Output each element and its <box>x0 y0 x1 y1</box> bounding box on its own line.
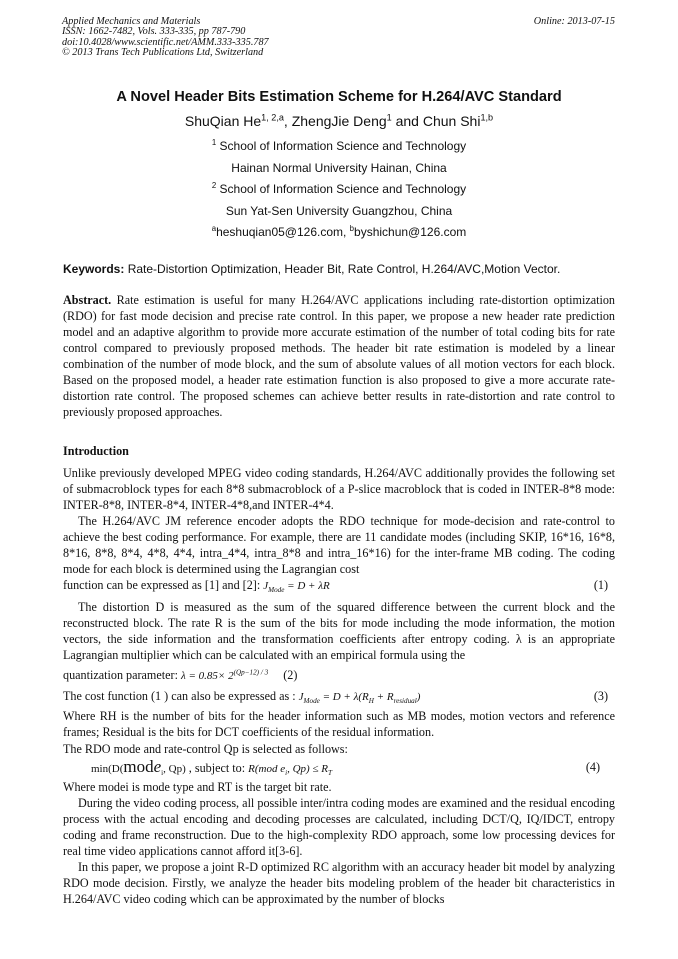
intro-paragraph-1: Unlike previously developed MPEG video coding standards, H.264/AVC additionally provides the following set of submacroblock types for each 8*8 submacroblock of a P-slice macroblock that is coded in INTER-8*8 mode: INTER-8*8, INTER-8*4, INTER-4*8,and INTER-4*4. <box>63 466 615 512</box>
email-b: byshichun@126.com <box>354 225 467 239</box>
intro-paragraph-9: In this paper, we propose a joint R-D optimized RC algorithm with an accuracy header bit model by analyzing RDO mode decision. Firstly, we analyze the header bits modeling problem of the header bit characteristics in H.264/AVC video coding which can be approximated by the number of blocks <box>63 860 615 906</box>
affiliation-mark: 2 <box>211 181 217 190</box>
equation-number: (4) <box>585 760 600 774</box>
math-expression: = D + λR <box>284 580 330 592</box>
math-expression: λ = 0.85× 2 <box>180 670 234 682</box>
math-expression: + R <box>373 691 394 703</box>
affiliation-text: School of Information Science and Technology <box>216 182 467 196</box>
equation-1-line <box>63 577 615 594</box>
math-subscript: i <box>285 769 288 778</box>
math-subscript: residual <box>393 697 417 706</box>
math-expression: = D + λ(R <box>319 691 369 703</box>
affiliation-text: School of Information Science and Technology <box>216 139 467 153</box>
email-mark: a <box>211 224 217 233</box>
author-affiliation-mark: 1 <box>386 112 392 123</box>
intro-paragraph-7: Where modei is mode type and RT is the target bit rate. <box>63 780 332 794</box>
affiliation-1-line-2: Hainan Normal University Hainan, China <box>231 161 447 175</box>
online-date: Online: 2013-07-15 <box>533 16 615 27</box>
math-symbol: J <box>298 691 304 703</box>
author-list <box>0 113 678 129</box>
email-mark: b <box>349 224 355 233</box>
math-subscript: H <box>368 697 374 706</box>
author-affiliation-mark: 1,b <box>480 112 494 123</box>
copyright-line: © 2013 Trans Tech Publications Ltd, Switzerland <box>62 47 264 59</box>
journal-header <box>62 17 269 59</box>
equation-lead-text: The cost function (1 ) can also be expressed as : <box>63 689 299 703</box>
abstract <box>63 292 615 420</box>
math-subscript: Mode <box>303 697 320 706</box>
abstract-label: Abstract. <box>63 293 112 307</box>
paper-title: A Novel Header Bits Estimation Scheme for H.264/AVC Standard <box>116 89 562 105</box>
email-a: heshuqian05@126.com, <box>216 225 350 239</box>
intro-paragraph-5: Where RH is the number of bits for the header information such as MB modes, motion vectors and reference frames; Residual is the bits for DCT coefficients of the residual information. <box>63 709 615 739</box>
math-expression: min(D( <box>91 763 124 775</box>
math-subscript: i <box>161 769 164 778</box>
math-expression-large: mod <box>123 757 154 776</box>
math-superscript: (Qp−12) / 3 <box>233 668 269 677</box>
equation-lead-text: quantization parameter: <box>63 668 181 682</box>
affiliation-2-line-1 <box>0 182 678 196</box>
equation-lead-text: function can be expressed as [1] and [2]: <box>63 578 264 592</box>
equation-1 <box>263 580 330 595</box>
author-name: and Chun Shi <box>391 113 481 129</box>
section-heading-introduction: Introduction <box>63 444 129 458</box>
math-symbol: e <box>153 757 162 776</box>
author-affiliation-mark: 1, 2,a <box>261 112 284 123</box>
math-symbol: J <box>263 580 269 592</box>
math-expression: , Qp) ≤ R <box>287 763 328 775</box>
equation-number: (3) <box>593 689 608 703</box>
equation-2 <box>181 670 268 682</box>
affiliation-mark: 1 <box>211 138 217 147</box>
equation-3-line <box>63 688 615 705</box>
equation-number: (1) <box>593 578 608 592</box>
intro-paragraph-3: The distortion D is measured as the sum of the squared difference between the current block and the reconstructed block. The rate R is the sum of the bits for mode including the mode information, the motion vectors, the side information and the transformation coefficients after entropy coding. λ is an appropriate Lagrangian multiplier which can be calculated with an empirical formula using the <box>63 600 615 662</box>
keywords <box>63 262 623 276</box>
math-expression: , Qp) <box>163 763 186 775</box>
equation-4-constraint <box>248 763 332 778</box>
math-subscript: Mode <box>268 586 285 595</box>
intro-paragraph-6: The RDO mode and rate-control Qp is selected as follows: <box>63 742 348 756</box>
keywords-label: Keywords: <box>63 262 125 276</box>
math-expression: ) <box>416 691 421 703</box>
equation-number: (2) <box>283 668 298 682</box>
math-expression: R(mod e <box>248 763 286 775</box>
author-name: , ZhengJie Deng <box>283 113 387 129</box>
journal-name: Applied Mechanics and Materials <box>62 16 201 27</box>
equation-4-subject-to: , subject to: <box>185 761 249 775</box>
equation-3 <box>298 691 421 706</box>
intro-paragraph-2: The H.264/AVC JM reference encoder adopts the RDO technique for mode-decision and rate-control to achieve the best coding performance. For example, there are 11 candidate modes (including SKIP, 16*16, 16*8, 8*16, 8*8, 8*4, 4*8, 4*4, intra_4*4, intra_8*8 and intra_16*16) for the inter-frame MB coding. The coding mode for each block is determined using the Lagrangian cost <box>63 514 615 576</box>
equation-4-line <box>63 759 615 777</box>
abstract-text: Rate estimation is useful for many H.264/AVC applications including rate-distortion optimization (RDO) for fast mode decision and precise rate control. In this paper, we propose a new header rate prediction model and an adaptive algorithm to provide more accurate estimation of the number of total coding bits for rate control compared to previously proposed methods. The header bit rate estimation is modeled by a linear combination of the number of mode block, and the sum of absolute values of all motion vectors for each block. Based on the proposed model, a header rate estimation function is also proposed to give a more accurate rate-distortion rate control. The proposed schemes can achieve better results in rate-distortion and rate control to previously proposed approaches. <box>63 293 615 419</box>
author-name: ShuQian He <box>184 113 262 129</box>
affiliation-1-line-1 <box>0 139 678 153</box>
affiliation-2-line-2: Sun Yat-Sen University Guangzhou, China <box>225 204 453 218</box>
keywords-text: Rate-Distortion Optimization, Header Bit, Rate Control, H.264/AVC,Motion Vector. <box>124 262 561 276</box>
equation-2-line <box>63 667 615 684</box>
email-line <box>0 225 678 239</box>
math-subscript: T <box>327 769 332 778</box>
intro-paragraph-8: During the video coding process, all possible inter/intra coding modes are examined and the residual encoding process with the actual encoding and decoding processes are calculated, including DCT/Q, IQ/IDCT, entropy coding and frame reconstruction. Due to the high-complexity RDO approach, some low processing devices for real time video applications cannot afford it[3-6]. <box>63 796 615 858</box>
issn-line: ISSN: 1662-7482, Vols. 333-335, pp 787-790 <box>62 26 246 38</box>
equation-4-objective <box>91 757 186 778</box>
doi-line: doi:10.4028/www.scientific.net/AMM.333-335.787 <box>62 36 269 48</box>
